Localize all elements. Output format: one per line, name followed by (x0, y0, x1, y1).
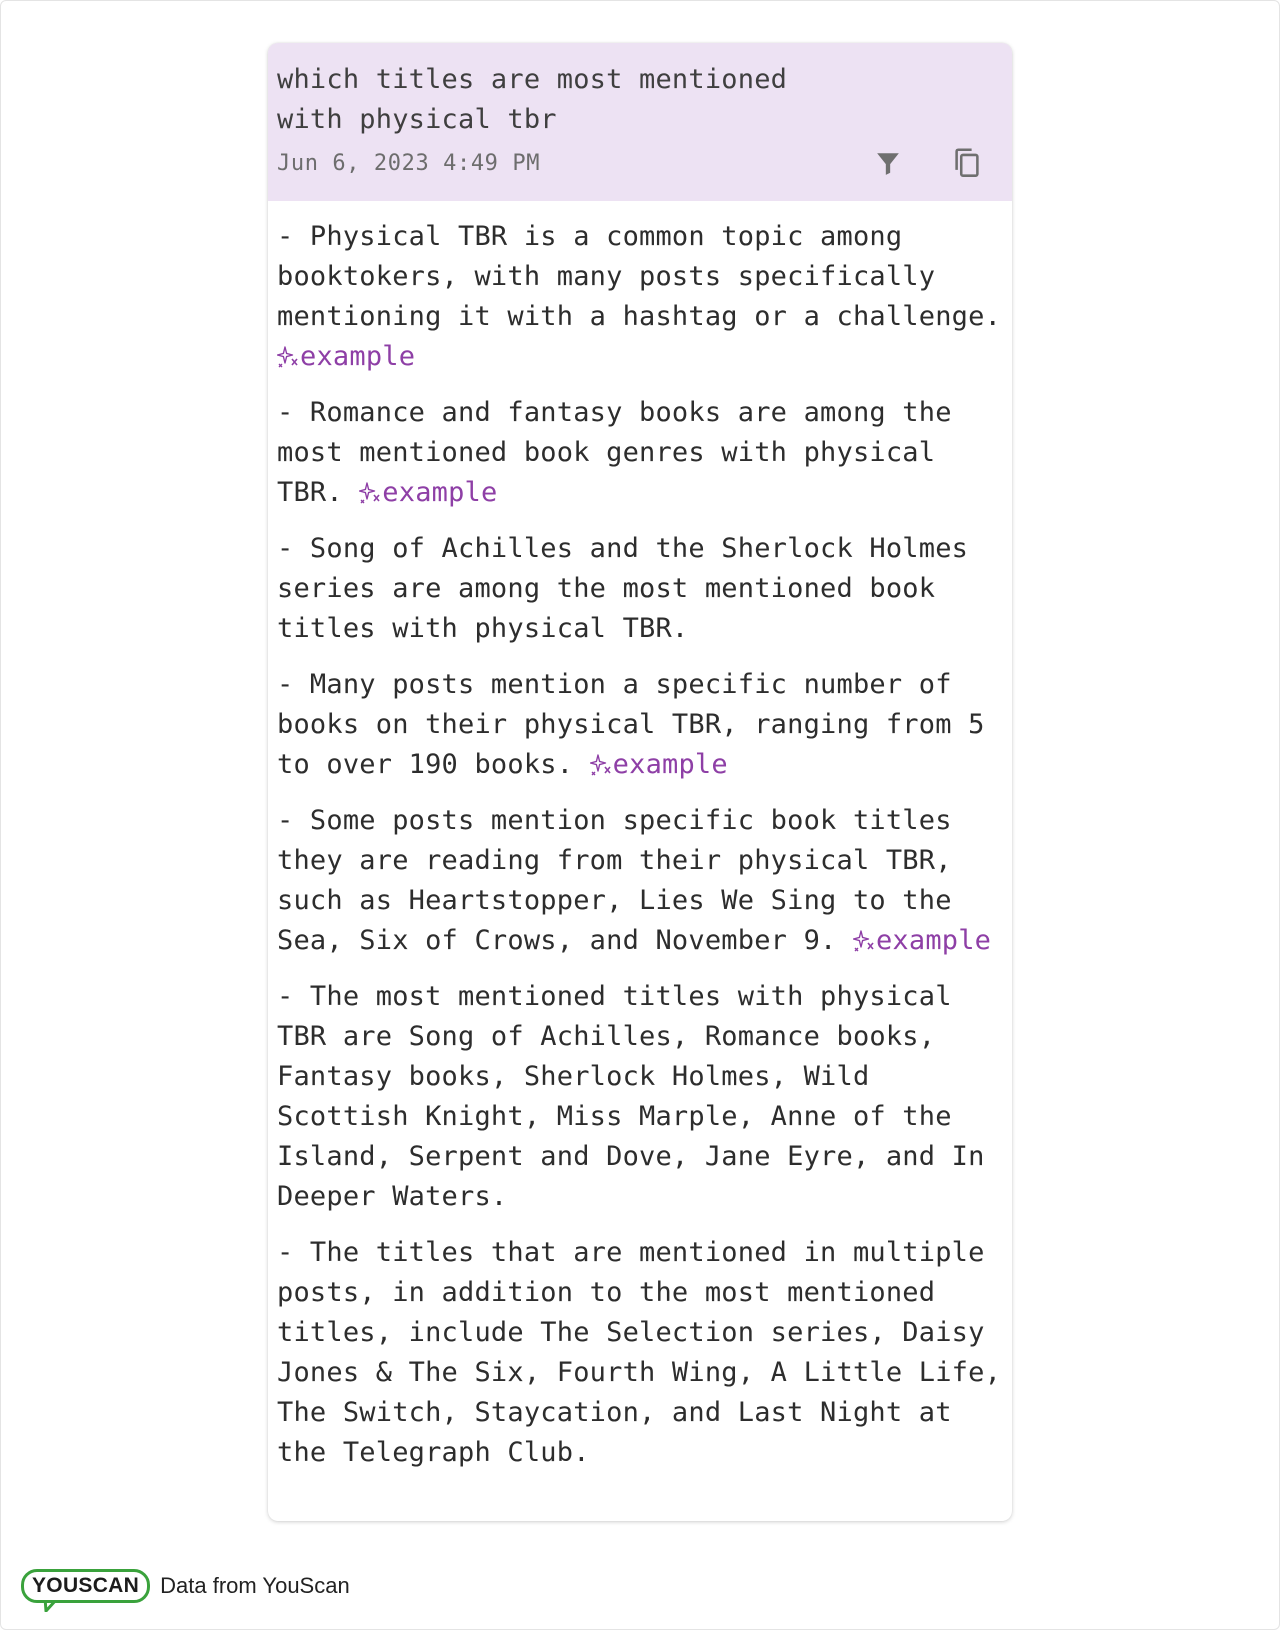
example-link-label: example (382, 477, 498, 508)
answer-card (268, 43, 1012, 1521)
example-link-label: example (300, 341, 416, 372)
answer-point-text: - Physical TBR is a common topic among booktokers, with many posts specifically mentioning it with a hashtag or a challenge. (277, 221, 1002, 332)
answer-point (277, 217, 1002, 377)
answer-point (277, 665, 1002, 785)
answer-point (277, 1233, 1002, 1473)
example-link[interactable] (853, 925, 991, 956)
footer-caption: Data from YouScan (160, 1573, 350, 1598)
example-link[interactable] (359, 477, 497, 508)
answer-body (268, 201, 1012, 1473)
footer (21, 1562, 350, 1610)
answer-point (277, 393, 1002, 513)
answer-point-text: - Song of Achilles and the Sherlock Holmes series are among the most mentioned book titles with physical TBR. (277, 533, 969, 644)
sparkle-icon (359, 482, 381, 504)
example-link[interactable] (277, 341, 415, 372)
example-link-label: example (612, 749, 728, 780)
copy-icon (953, 148, 981, 178)
example-link[interactable] (590, 749, 728, 780)
sparkle-icon (277, 346, 299, 368)
sparkle-icon (853, 930, 875, 952)
answer-point (277, 801, 1002, 961)
answer-point (277, 529, 1002, 649)
query-text: which titles are most mentioned with physical tbr (277, 64, 788, 135)
query-header (268, 43, 1012, 201)
filter-button[interactable] (871, 146, 905, 180)
sparkle-icon (590, 754, 612, 776)
youscan-logo (21, 1564, 150, 1608)
answer-point-text: - Many posts mention a specific number of books on their physical TBR, ranging from 5 to over 190 books. (277, 669, 985, 780)
query-timestamp: Jun 6, 2023 4:49 PM (277, 151, 541, 176)
answer-point-text: - Romance and fantasy books are among the most mentioned book genres with physical TBR. (277, 397, 952, 508)
answer-point-text: - The most mentioned titles with physical TBR are Song of Achilles, Romance books, Fantasy books, Sherlock Holmes, Wild Scottish Knight, Miss Marple, Anne of the Island, Serpent and Dove, Jane Eyre, and In Deeper Waters. (277, 981, 985, 1212)
answer-point-text: - The titles that are mentioned in multiple posts, in addition to the most mentioned titles, include The Selection series, Daisy Jones & The Six, Fourth Wing, A Little Life, The Switch, Staycation, and Last Night at the Telegraph Club. (277, 1237, 1002, 1468)
filter-icon (875, 150, 901, 176)
answer-point (277, 977, 1002, 1217)
copy-button[interactable] (950, 146, 984, 180)
logo-text: YOUSCAN (21, 1569, 150, 1603)
example-link-label: example (875, 925, 992, 956)
answer-point-text: - Some posts mention specific book titles they are reading from their physical TBR, such as Heartstopper, Lies We Sing to the Sea, Six of Crows, and November 9. (277, 805, 952, 956)
